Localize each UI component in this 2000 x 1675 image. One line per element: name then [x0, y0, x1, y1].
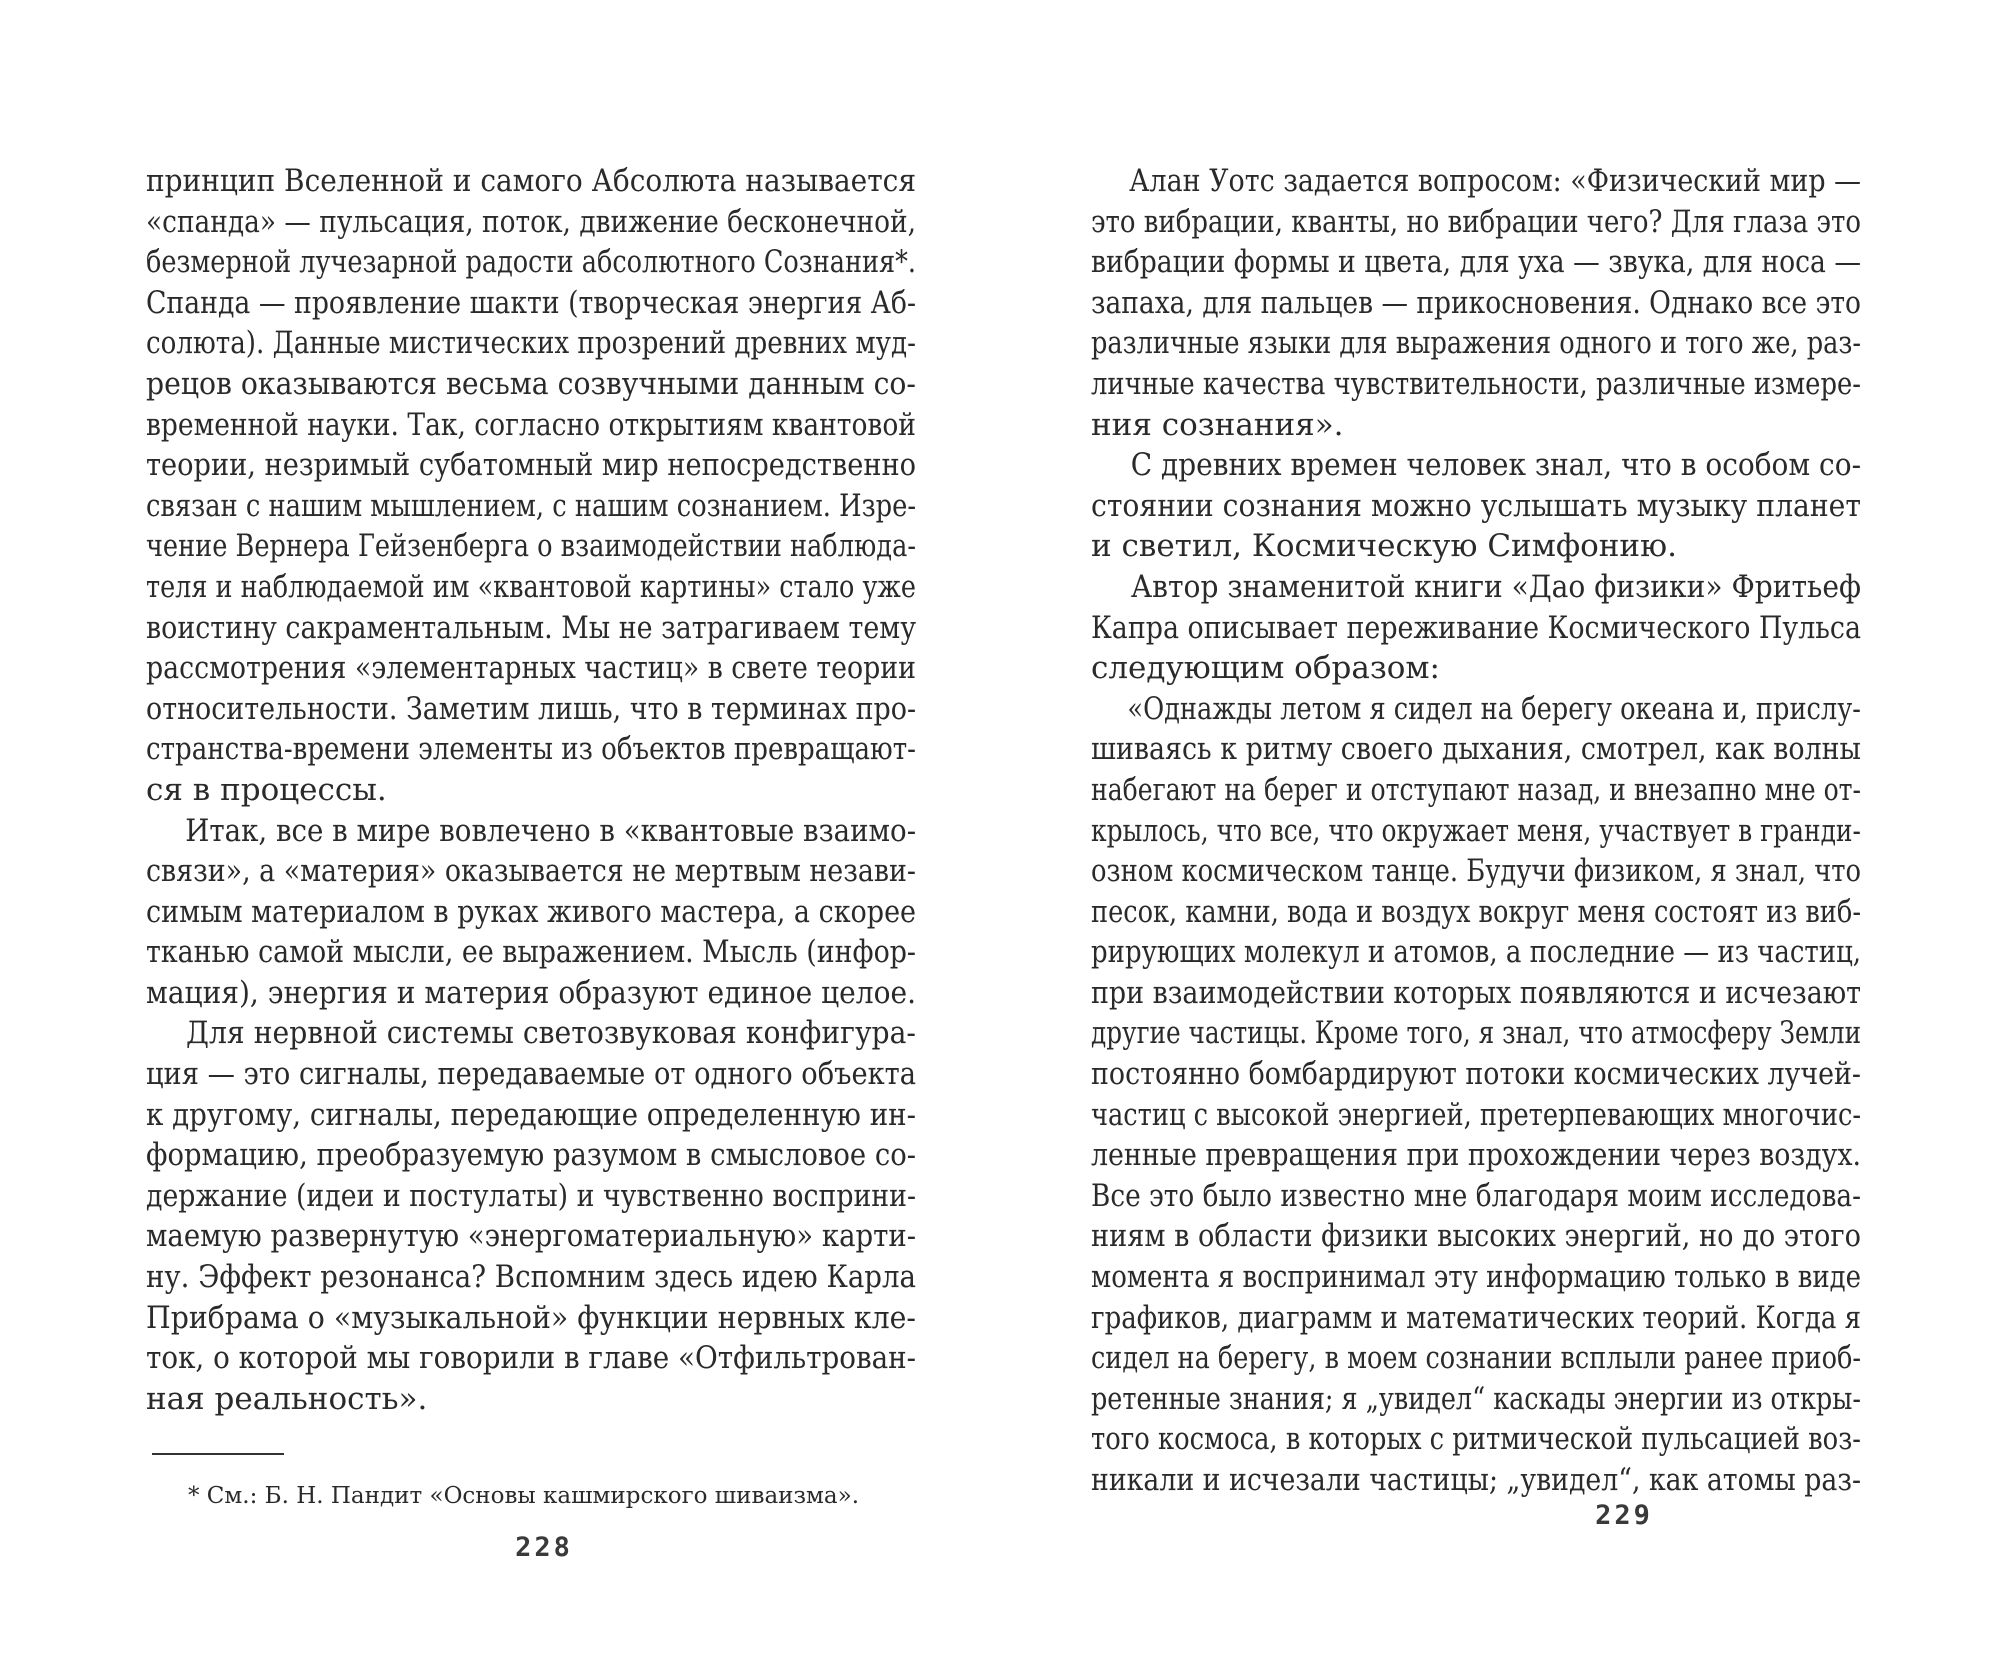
text-line: и светил, Космическую Симфонию. — [1091, 528, 1677, 565]
text-line: Для нервной системы светозвуковая конфигура- — [186, 1015, 916, 1052]
text-line: стоянии сознания можно услышать музыку планет — [1091, 487, 1861, 524]
text-line: различные языки для выражения одного и того же, раз- — [1091, 325, 1862, 362]
text-line: рассмотрения «элементарных частиц» в свете теории — [146, 650, 916, 687]
text-line: сидел на берегу, в моем сознании всплыли ранее приоб- — [1091, 1340, 1862, 1377]
text-line: теля и наблюдаемой им «квантовой картины» стало уже — [146, 568, 916, 605]
text-line: песок, камни, вода и воздух вокруг меня состоят из виб- — [1091, 893, 1861, 930]
text-line: это вибрации, кванты, но вибрации чего? Для глаза это — [1091, 203, 1861, 240]
text-line: постоянно бомбардируют потоки космических лучей- — [1091, 1056, 1862, 1093]
text-line: теории, незримый субатомный мир непосредственно — [146, 447, 917, 484]
text-line: воистину сакраментальным. Мы не затрагиваем тему — [146, 609, 917, 646]
text-line: графиков, диаграмм и математических теорий. Когда я — [1091, 1299, 1862, 1336]
text-line: С древних времен человек знал, что в особом со- — [1130, 447, 1862, 484]
text-line: рирующих молекул и атомов, а последние — из частиц, — [1091, 934, 1862, 971]
text-line: формацию, преобразуемую разумом в смысловое со- — [146, 1137, 917, 1174]
text-line: принцип Вселенной и самого Абсолюта называется — [146, 163, 917, 199]
text-line: ток, о которой мы говорили в главе «Отфильтрован- — [146, 1340, 917, 1377]
text-line: шиваясь к ритму своего дыхания, смотрел, как волны — [1091, 731, 1861, 768]
text-line: крылось, что все, что окружает меня, участвует в гранди- — [1091, 812, 1861, 849]
text-line: мация), энергия и материя образуют единое целое. — [146, 974, 917, 1011]
text-line: при взаимодействии которых появляются и исчезают — [1091, 974, 1862, 1011]
text-line: безмерной лучезарной радости абсолютного Сознания*. — [146, 244, 916, 281]
text-line: относительности. Заметим лишь, что в терминах про- — [146, 690, 917, 727]
page-number: 228 — [515, 1532, 573, 1563]
text-line: ретенные знания; я „увидел“ каскады энергии из откры- — [1091, 1380, 1862, 1417]
text-line: ленные превращения при прохождении через воздух. — [1091, 1137, 1861, 1174]
text-line: ся в процессы. — [146, 771, 387, 808]
text-line: вибрации формы и цвета, для уха — звука, для носа — — [1091, 244, 1861, 281]
text-line: тканью самой мысли, ее выражением. Мысль (инфор- — [146, 934, 917, 971]
text-line: личные качества чувствительности, различные измере- — [1091, 365, 1861, 402]
right-page-text — [1091, 161, 1861, 1501]
text-line: «Однажды летом я сидел на берегу океана и, прислу- — [1127, 690, 1861, 727]
text-line: симым материалом в руках живого мастера, а скорее — [146, 893, 917, 930]
text-line: Капра описывает переживание Космического Пульса — [1091, 609, 1862, 646]
text-line: того космоса, в которых с ритмической пульсацией воз- — [1091, 1421, 1861, 1458]
text-line: следующим образом: — [1091, 650, 1440, 687]
text-line: Итак, все в мире вовлечено в «квантовые взаимо- — [185, 812, 917, 849]
text-line: ния сознания». — [1091, 406, 1344, 443]
text-line: рецов оказываются весьма созвучными данным со- — [146, 365, 916, 402]
text-line: момента я воспринимал эту информацию только в виде — [1091, 1259, 1862, 1296]
text-line: связи», а «материя» оказывается не мертвым незави- — [146, 853, 916, 890]
text-line: другие частицы. Кроме того, я знал, что атмосферу Земли — [1091, 1015, 1862, 1052]
text-line: Все это было известно мне благодаря моим исследова- — [1091, 1177, 1861, 1214]
text-line: Алан Уотс задается вопросом: «Физический мир — — [1129, 163, 1862, 199]
text-line: связан с нашим мышлением, с нашим сознанием. Изре- — [146, 487, 917, 524]
text-line: Автор знаменитой книги «Дао физики» Фритьеф — [1130, 568, 1861, 605]
text-line: ция — это сигналы, передаваемые от одного объекта — [146, 1056, 917, 1093]
text-line: солюта). Данные мистических прозрений древних муд- — [146, 325, 916, 362]
text-line: чение Вернера Гейзенберга о взаимодействии наблюда- — [146, 528, 916, 565]
text-line: временной науки. Так, согласно открытиям квантовой — [146, 406, 916, 443]
text-line: к другому, сигналы, передающие определенную ин- — [146, 1096, 916, 1133]
footnote: * См.: Б. Н. Пандит «Основы кашмирского шиваизма». — [188, 1483, 860, 1509]
text-line: держание (идеи и постулаты) и чувственно восприни- — [146, 1177, 917, 1214]
text-line: ниям в области физики высоких энергий, но до этого — [1091, 1218, 1861, 1255]
text-line: маемую развернутую «энергоматериальную» карти- — [146, 1218, 917, 1255]
text-line: «спанда» — пульсация, поток, движение бесконечной, — [146, 203, 917, 240]
text-line: частиц с высокой энергией, претерпевающих многочис- — [1091, 1096, 1862, 1133]
text-line: Спанда — проявление шакти (творческая энергия Аб- — [146, 284, 917, 321]
left-page-text — [146, 161, 916, 1419]
right-page — [1000, 0, 2000, 1675]
text-line: ная реальность». — [146, 1380, 428, 1417]
text-line: никали и исчезали частицы; „увидел“, как атомы раз- — [1091, 1462, 1862, 1498]
text-line: странства-времени элементы из объектов превращают- — [146, 731, 916, 768]
footnote-separator — [152, 1453, 284, 1455]
text-line: Прибрама о «музыкальной» функции нервных кле- — [146, 1299, 916, 1336]
text-line: набегают на берег и отступают назад, и внезапно мне от- — [1091, 771, 1862, 808]
text-line: озном космическом танце. Будучи физиком, я знал, что — [1091, 853, 1862, 890]
text-line: ну. Эффект резонанса? Вспомним здесь идею Карла — [146, 1259, 917, 1296]
page-number: 229 — [1595, 1500, 1653, 1531]
text-line: запаха, для пальцев — прикосновения. Однако все это — [1091, 284, 1861, 321]
